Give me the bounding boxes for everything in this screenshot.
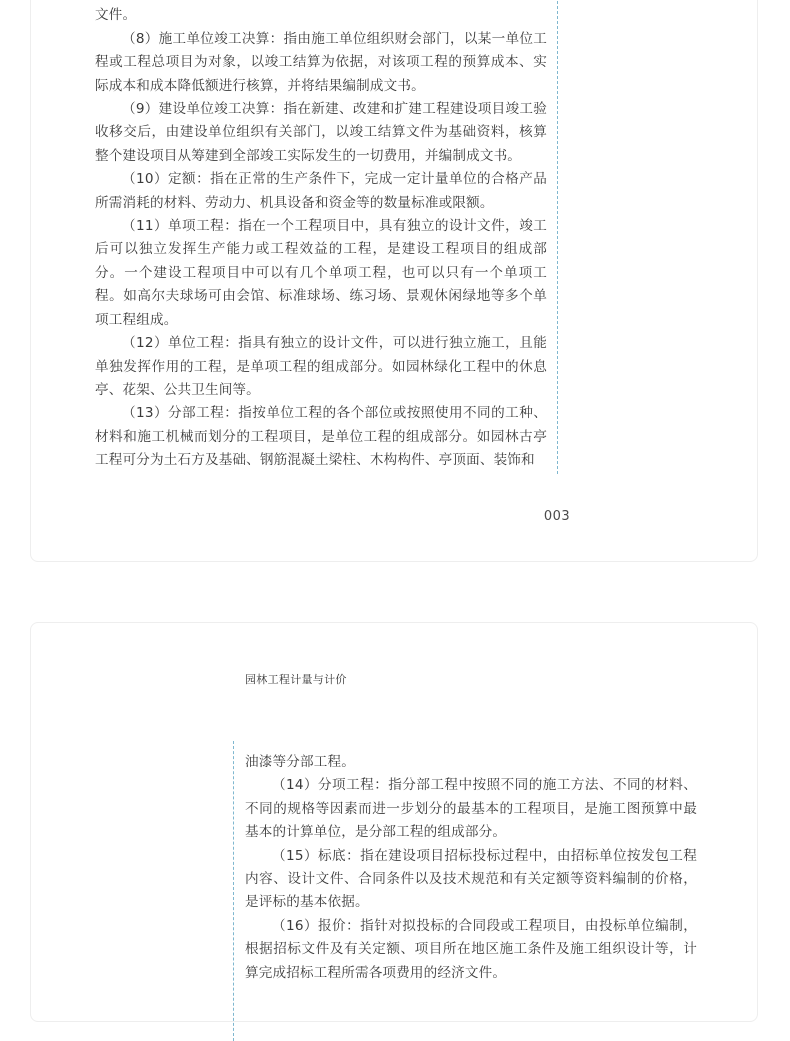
paragraph-12: （12）单位工程：指具有独立的设计文件，可以进行独立施工，且能单独发挥作用的工程，是单项工程的组成部分。如园林绿化工程中的休息亭、花架、公共卫生间等。 <box>95 335 547 398</box>
paragraph-continued: 文件。 <box>95 7 137 24</box>
paragraph-8: （8）施工单位竣工决算：指由施工单位组织财会部门，以某一单位工程或工程总项目为对象，以竣工结算为依据，对该项工程的预算成本、实际成本和成本降低额进行核算，并将结果编制成文书。 <box>95 30 547 94</box>
paragraph-9: （9）建设单位竣工决算：指在新建、改建和扩建工程建设项目竣工验收移交后，由建设单位组织有关部门，以竣工结算文件为基础资料，核算整个建设项目从筹建到全部竣工实际发生的一切费用，并编制成文书。 <box>95 101 547 164</box>
paragraph-13: （13）分部工程：指按单位工程的各个部位或按照使用不同的工种、材料和施工机械而划分的工程项目，是单位工程的组成部分。如园林古亭工程可分为土石方及基础、钢筋混凝土梁柱、木构构件、亭顶面、装饰和 <box>95 405 547 469</box>
margin-rule-left <box>233 741 234 1041</box>
page-004 <box>30 622 758 1022</box>
paragraph-10: （10）定额：指在正常的生产条件下，完成一定计量单位的合格产品所需消耗的材料、劳动力、机具设备和资金等的数量标准或限额。 <box>95 171 547 211</box>
page-number: 003 <box>543 509 571 524</box>
paragraph-11: （11）单项工程：指在一个工程项目中，具有独立的设计文件，竣工后可以独立发挥生产能力或工程效益的工程，是建设工程项目的组成部分。一个建设工程项目中可以有几个单项工程，也可以只有一个单项工程。如高尔夫球场可由会馆、标准球场、练习场、景观休闲绿地等多个单项工程组成。 <box>95 218 547 328</box>
body-text-page-004 <box>245 751 697 985</box>
paragraph-14: （14）分项工程：指分部工程中按照不同的施工方法、不同的材料、不同的规格等因素而进一步划分的最基本的工程项目，是施工图预算中最基本的计算单位，是分部工程的组成部分。 <box>245 777 697 841</box>
running-head: 园林工程计量与计价 <box>245 673 347 686</box>
margin-rule-right <box>557 0 558 474</box>
paragraph-16: （16）报价：指针对拟投标的合同段或工程项目，由投标单位编制，根据招标文件及有关定额、项目所在地区施工条件及施工组织设计等，计算完成招标工程所需各项费用的经济文件。 <box>245 917 697 981</box>
page-003 <box>30 0 758 562</box>
paragraph-continued: 油漆等分部工程。 <box>245 754 355 770</box>
body-text-page-003 <box>95 0 547 473</box>
paragraph-15: （15）标底：指在建设项目招标投标过程中，由招标单位按发包工程内容、设计文件、合同条件以及技术规范和有关定额等资料编制的价格，是评标的基本依据。 <box>245 847 697 911</box>
